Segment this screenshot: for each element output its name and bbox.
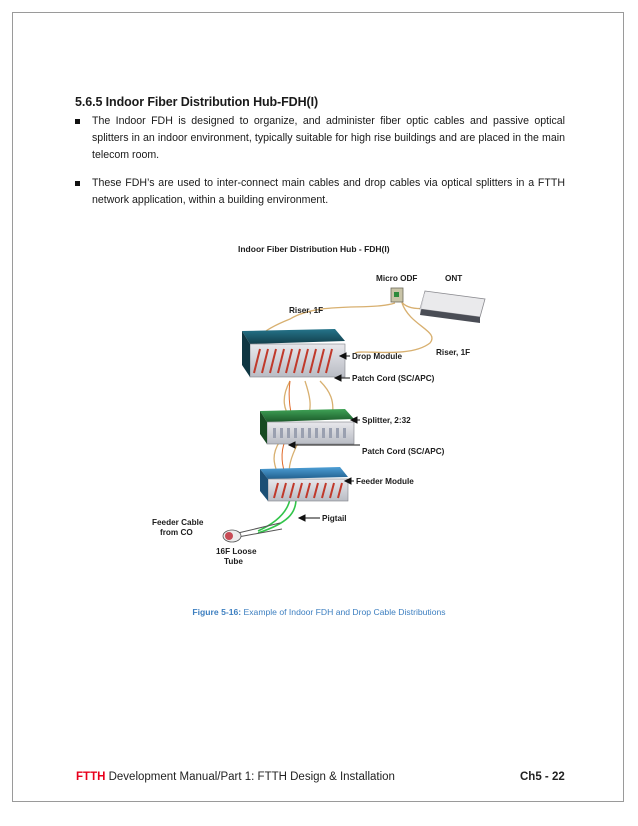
patch-cord-label-2: Patch Cord (SC/APC): [362, 447, 445, 456]
figure-caption: [0, 607, 638, 617]
brand-logo: [76, 771, 105, 783]
drop-module-label: Drop Module: [352, 352, 403, 361]
footer-title: [76, 771, 395, 783]
splitter-label: Splitter, 2:32: [362, 416, 411, 425]
figure-title: Indoor Fiber Distribution Hub - FDH(I): [238, 244, 390, 254]
patch-cord-label-1: Patch Cord (SC/APC): [352, 374, 435, 383]
bullet-text: These FDH’s are used to inter-connect main cables and drop cables via optical splitters in a FTTH network application, within a building environment.: [92, 177, 565, 206]
riser-left-label: Riser, 1F: [289, 306, 324, 315]
brand-letter: T: [83, 771, 91, 783]
feeder-cable-label-line1: Feeder Cable: [152, 518, 204, 527]
brand-letter: T: [90, 771, 98, 783]
drop-module: [242, 329, 345, 377]
loose-tube-label-line2: Tube: [224, 557, 243, 566]
manual-title: Development Manual/Part 1: FTTH Design & Installation: [105, 771, 395, 783]
ont-label: ONT: [445, 274, 463, 283]
page-number: Ch5 - 22: [520, 771, 565, 783]
loose-tube: [223, 530, 241, 542]
bullet-item-1: [75, 113, 565, 164]
bullet-item-2: [75, 175, 565, 209]
micro-odf-label: Micro ODF: [376, 274, 418, 283]
feeder-module-label: Feeder Module: [356, 477, 414, 486]
bullet-text: The Indoor FDH is designed to organize, and administer fiber optic cables and passive optical splitters in an indoor environment, typically suitable for high rise buildings and are placed in the main telecom room.: [92, 115, 565, 161]
loose-tube-label-line1: 16F Loose: [216, 547, 257, 556]
caption-text: Example of Indoor FDH and Drop Cable Distributions: [241, 607, 446, 617]
micro-odf-device: [391, 288, 403, 302]
bullet-square-icon: [75, 119, 80, 124]
pigtail-label: Pigtail: [322, 514, 347, 523]
brand-letter: F: [76, 771, 84, 783]
caption-prefix: Figure 5-16:: [192, 607, 242, 617]
splitter-module: [260, 409, 354, 444]
section-heading: 5.6.5 Indoor Fiber Distribution Hub-FDH(I): [75, 95, 319, 109]
feeder-cable-label-line2: from CO: [160, 528, 193, 537]
brand-letter: H: [97, 771, 106, 783]
feeder-module: [260, 467, 348, 501]
riser-right-label: Riser, 1F: [436, 348, 471, 357]
bullet-square-icon: [75, 181, 80, 186]
fdh-diagram: [140, 231, 492, 593]
fdh-diagram-figure: [140, 231, 492, 593]
